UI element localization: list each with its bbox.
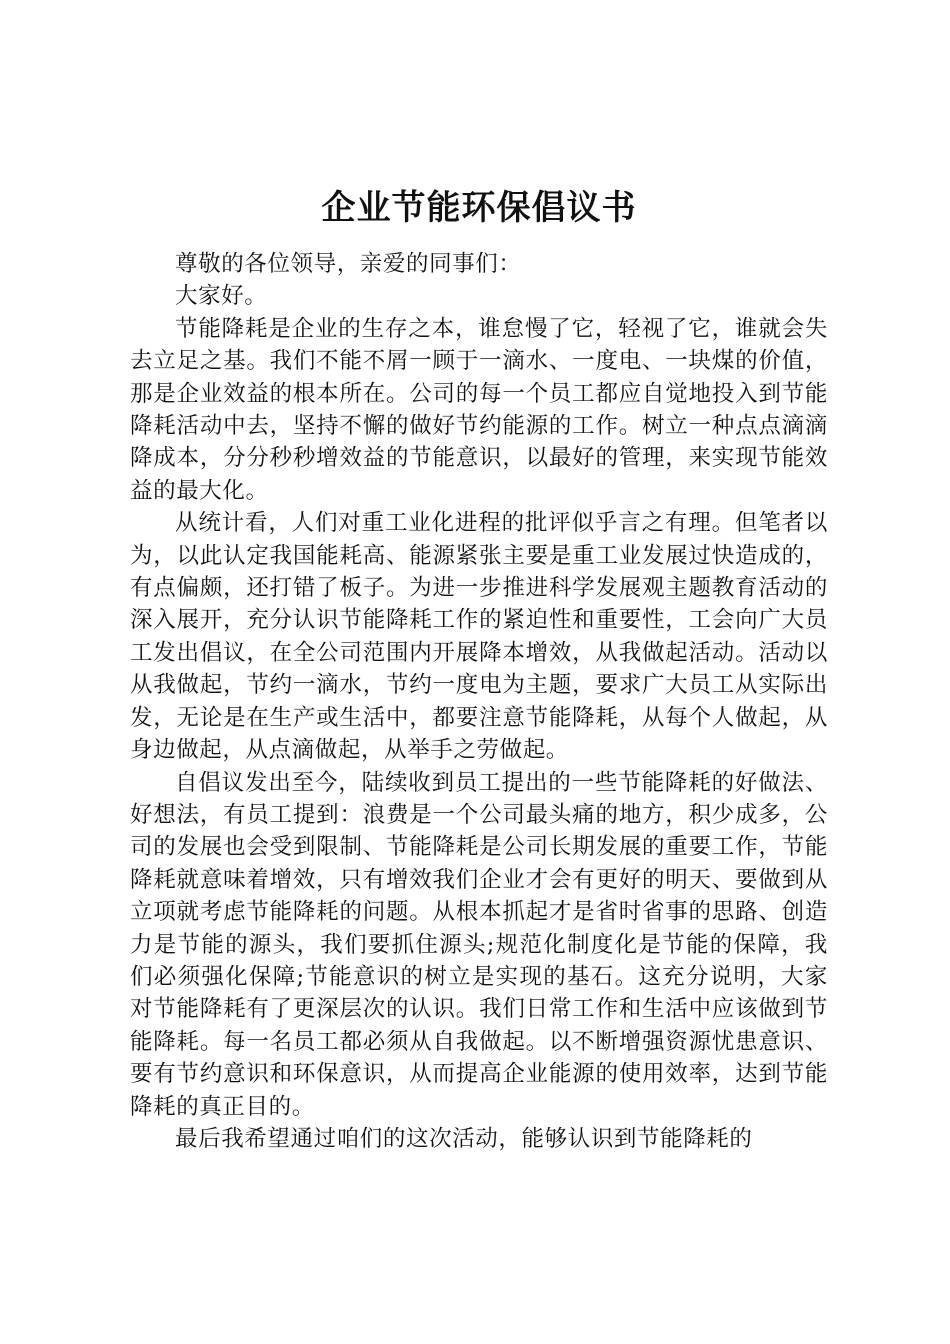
- body-paragraph-2: 从统计看，人们对重工业化进程的批评似乎言之有理。但笔者以为，以此认定我国能耗高、能源紧张主要是重工业发展过快造成的，有点偏颇，还打错了板子。为进一步推进科学发展观主题教育活动的深入展开，充分认识节能降耗工作的紧迫性和重要性，工会向广大员工发出倡议，在全公司范围内开展降本增效，从我做起活动。活动以从我做起，节约一滴水，节约一度电为主题，要求广大员工从实际出发，无论是在生产或生活中，都要注意节能降耗，从每个人做起，从身边做起，从点滴做起，从举手之劳做起。: [130, 510, 828, 764]
- document-page: [130, 180, 828, 1155]
- body-paragraph-3: 自倡议发出至今，陆续收到员工提出的一些节能降耗的好做法、好想法，有员工提到：浪费是一个公司最头痛的地方，积少成多，公司的发展也会受到限制、节能降耗是公司长期发展的重要工作，节能降耗就意味着增效，只有增效我们企业才会有更好的明天、要做到从立项就考虑节能降耗的问题。从根本抓起才是省时省事的思路、创造力是节能的源头，我们要抓住源头;规范化制度化是节能的保障，我们必须强化保障;节能意识的树立是实现的基石。这充分说明，大家对节能降耗有了更深层次的认识。我们日常工作和生活中应该做到节能降耗。每一名员工都必须从自我做起。以不断增强资源忧患意识、要有节约意识和环保意识，从而提高企业能源的使用效率，达到节能降耗的真正目的。: [130, 769, 828, 1120]
- salutation: 尊敬的各位领导，亲爱的同事们：: [175, 251, 522, 277]
- body-paragraph-4: 最后我希望通过咱们的这次活动，能够认识到节能降耗的: [175, 1125, 753, 1152]
- greeting: 大家好。: [175, 283, 268, 310]
- body-paragraph-1: 节能降耗是企业的生存之本，谁怠慢了它，轻视了它，谁就会失去立足之基。我们不能不屑一顾于一滴水、一度电、一块煤的价值，那是企业效益的根本所在。公司的每一个员工都应自觉地投入到节能降耗活动中去，坚持不懈的做好节约能源的工作。树立一种点点滴滴降成本，分分秒秒增效益的节能意识，以最好的管理，来实现节能效益的最大化。: [130, 315, 828, 504]
- document-title: 企业节能环保倡议书: [321, 188, 637, 228]
